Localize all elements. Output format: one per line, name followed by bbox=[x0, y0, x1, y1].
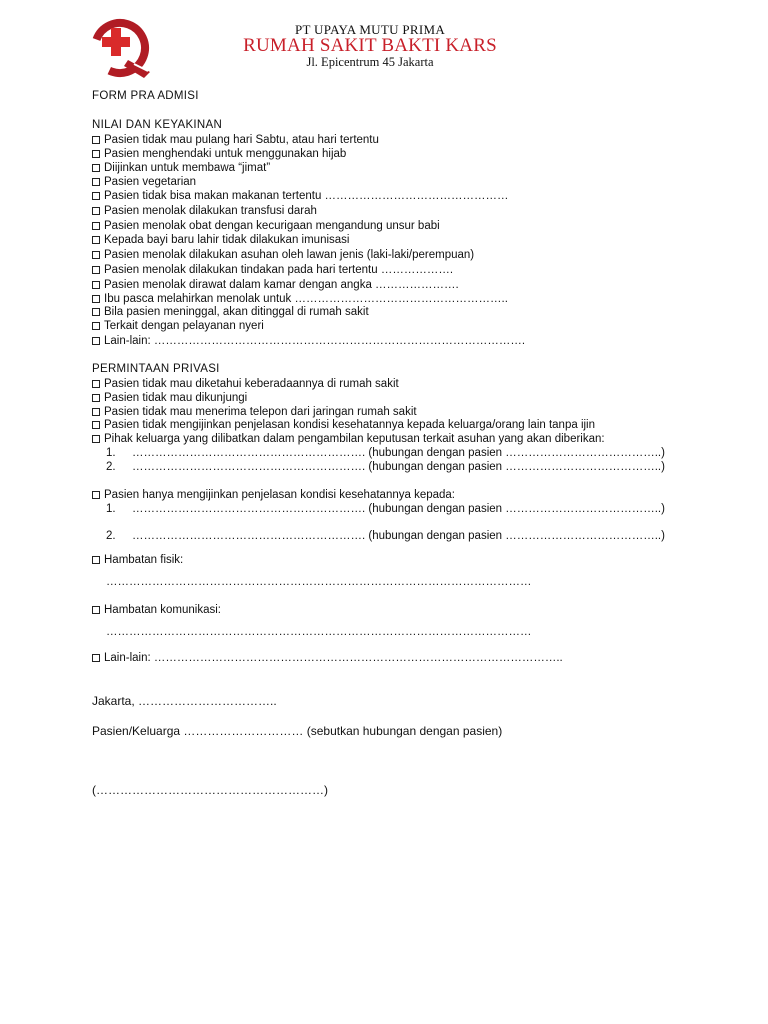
checkbox-item[interactable]: Pasien menolak dilakukan asuhan oleh lawan jenis (laki-laki/perempuan) bbox=[92, 248, 474, 262]
place-date-line[interactable]: Jakarta, …………………………….. bbox=[92, 694, 277, 708]
checkbox-item[interactable]: Pasien menolak obat dengan kecurigaan mengandung unsur babi bbox=[92, 219, 440, 233]
checkbox-item[interactable]: Hambatan fisik: bbox=[92, 553, 183, 567]
family-line-2[interactable]: 2. ……………………………………………………. (hubungan dengan pasien …………………………………..) bbox=[106, 461, 665, 473]
checkbox-icon bbox=[92, 236, 100, 244]
checkbox-item[interactable]: Lain-lain: ……………………………………………………………………………………. bbox=[92, 334, 525, 348]
checkbox-icon bbox=[92, 380, 100, 388]
checkbox-item[interactable]: Pasien hanya mengijinkan penjelasan kondisi kesehatannya kepada: bbox=[92, 488, 455, 502]
section-title-privacy: PERMINTAAN PRIVASI bbox=[92, 363, 220, 375]
checkbox-icon bbox=[92, 136, 100, 144]
checkbox-icon bbox=[92, 150, 100, 158]
checkbox-item[interactable]: Pasien tidak mau diketahui keberadaannya di rumah sakit bbox=[92, 377, 399, 391]
explanation-line-1[interactable]: 1. ……………………………………………………. (hubungan dengan pasien …………………………………..) bbox=[106, 503, 665, 515]
checkbox-item[interactable]: Diijinkan untuk membawa “jimat” bbox=[92, 161, 270, 175]
checkbox-item[interactable]: Pasien tidak mau menerima telepon dari jaringan rumah sakit bbox=[92, 405, 417, 419]
checkbox-item[interactable]: Pasien menolak dilakukan tindakan pada hari tertentu ………………. bbox=[92, 263, 453, 277]
checkbox-item[interactable]: Pasien tidak bisa makan makanan tertentu ………………………………………… bbox=[92, 189, 509, 203]
checkbox-icon bbox=[92, 394, 100, 402]
patient-family-line[interactable]: Pasien/Keluarga ………………………… (sebutkan hubungan dengan pasien) bbox=[92, 724, 503, 738]
checkbox-icon bbox=[92, 178, 100, 186]
hospital-logo-icon bbox=[84, 14, 162, 80]
physical-barrier-line[interactable]: ………………………………………………………………………………………………… bbox=[106, 576, 532, 588]
checkbox-icon bbox=[92, 606, 100, 614]
checkbox-icon bbox=[92, 164, 100, 172]
checkbox-icon bbox=[92, 337, 100, 345]
checkbox-item[interactable]: Pasien menolak dilakukan transfusi darah bbox=[92, 204, 317, 218]
checkbox-item[interactable]: Kepada bayi baru lahir tidak dilakukan imunisasi bbox=[92, 233, 349, 247]
checkbox-item[interactable]: Pasien vegetarian bbox=[92, 175, 196, 189]
checkbox-item[interactable]: Pasien tidak mau dikunjungi bbox=[92, 391, 247, 405]
checkbox-icon bbox=[92, 491, 100, 499]
checkbox-item[interactable]: Ibu pasca melahirkan menolak untuk ……………………………………………….. bbox=[92, 292, 508, 306]
checkbox-item[interactable]: Lain-lain: …………………………………………………………………………………………….. bbox=[92, 651, 563, 665]
checkbox-icon bbox=[92, 192, 100, 200]
checkbox-item[interactable]: Pasien tidak mau pulang hari Sabtu, atau hari tertentu bbox=[92, 133, 379, 147]
checkbox-icon bbox=[92, 408, 100, 416]
checkbox-item[interactable]: Hambatan komunikasi: bbox=[92, 603, 221, 617]
checkbox-item[interactable]: Pasien tidak mengijinkan penjelasan kondisi kesehatannya kepada keluarga/orang lain tanpa ijin bbox=[92, 418, 595, 432]
checkbox-icon bbox=[92, 654, 100, 662]
family-line-1[interactable]: 1. ……………………………………………………. (hubungan dengan pasien …………………………………..) bbox=[106, 447, 665, 459]
checkbox-icon bbox=[92, 556, 100, 564]
checkbox-icon bbox=[92, 308, 100, 316]
checkbox-icon bbox=[92, 222, 100, 230]
checkbox-item[interactable]: Terkait dengan pelayanan nyeri bbox=[92, 319, 264, 333]
checkbox-icon bbox=[92, 421, 100, 429]
checkbox-icon bbox=[92, 295, 100, 303]
signature-line[interactable]: (…………………………………………………) bbox=[92, 783, 328, 797]
explanation-line-2[interactable]: 2. ……………………………………………………. (hubungan dengan pasien …………………………………..) bbox=[106, 530, 665, 542]
checkbox-icon bbox=[92, 322, 100, 330]
checkbox-icon bbox=[92, 435, 100, 443]
form-title: FORM PRA ADMISI bbox=[92, 90, 199, 102]
hospital-address: Jl. Epicentrum 45 Jakarta bbox=[306, 55, 434, 69]
company-name: PT UPAYA MUTU PRIMA bbox=[294, 22, 446, 37]
checkbox-item[interactable]: Pasien menghendaki untuk menggunakan hijab bbox=[92, 147, 346, 161]
checkbox-icon bbox=[92, 251, 100, 259]
checkbox-item[interactable]: Bila pasien meninggal, akan ditinggal di rumah sakit bbox=[92, 305, 369, 319]
checkbox-item[interactable]: Pihak keluarga yang dilibatkan dalam pengambilan keputusan terkait asuhan yang akan diberikan: bbox=[92, 432, 605, 446]
checkbox-icon bbox=[92, 207, 100, 215]
checkbox-item[interactable]: Pasien menolak dirawat dalam kamar dengan angka …………………. bbox=[92, 278, 459, 292]
section-title-values: NILAI DAN KEYAKINAN bbox=[92, 119, 223, 131]
hospital-name: RUMAH SAKIT BAKTI KARS bbox=[243, 35, 497, 56]
communication-barrier-line[interactable]: ………………………………………………………………………………………………… bbox=[106, 626, 532, 638]
checkbox-icon bbox=[92, 266, 100, 274]
checkbox-icon bbox=[92, 281, 100, 289]
